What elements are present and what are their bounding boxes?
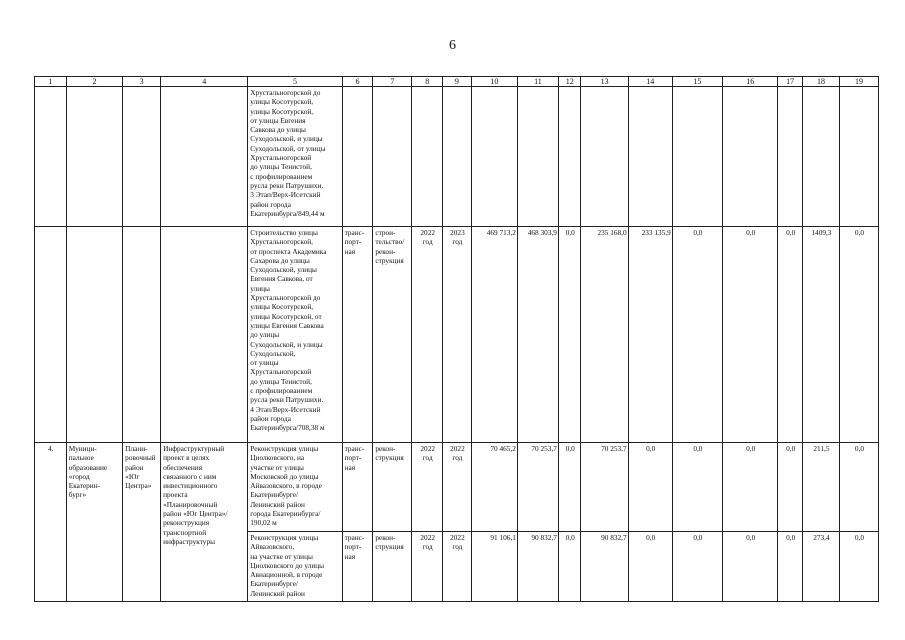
infrastructure-type: транс- порт- ная <box>342 443 373 532</box>
amount-cell: 70 253,7 <box>517 443 558 532</box>
table-cell <box>839 87 878 227</box>
column-number: 10 <box>471 77 517 87</box>
amount-cell: 211,5 <box>802 443 839 532</box>
table-cell <box>672 87 722 227</box>
table-cell <box>66 227 122 443</box>
amount-cell: 0,0 <box>839 227 878 443</box>
object-description: Строительство улицы Хрустальногорской, от проспекта Академика Сахарова до улицы Суходольской, улицы Евгения Савкова, от улицы Хрустальногорской до улицы Косотурской, улицы Косотурской, от улицы Евгения Савкова до улицы Суходольской, и улицы Суходольской, от улицы Хрустальногорской до улицы Тенистой, с профилированием русла реки Патрушихи. 4 Этап/Верх-Исетский район города Екатеринбурга/708,38 м <box>248 227 342 443</box>
amount-cell: 235 168,0 <box>581 227 628 443</box>
page-number: 6 <box>449 38 456 53</box>
column-number: 3 <box>123 77 161 87</box>
column-number: 14 <box>628 77 672 87</box>
end-year: 2022 год <box>443 443 472 532</box>
amount-cell: 90 832,7 <box>581 532 628 602</box>
amount-cell: 0,0 <box>778 227 803 443</box>
column-number: 9 <box>443 77 472 87</box>
planning-district: Плани- ровочный район «Юг Центра» <box>123 443 161 602</box>
object-description: Реконструкция улицы Айвазовского, на участке от улицы Циолковского до улицы Авиационной, в городе Екатеринбурге/ Ленинский район <box>248 532 342 602</box>
amount-cell: 468 303,9 <box>517 227 558 443</box>
table-cell <box>412 87 443 227</box>
column-number: 17 <box>778 77 803 87</box>
table-cell <box>161 87 248 227</box>
column-number: 19 <box>839 77 878 87</box>
table-cell <box>35 87 67 227</box>
project-name: Инфраструктурный проект в целях обеспечения связанного с ним инвестиционного проекта «Планировочный район «Юг Центра»/ реконструкция транспортной инфраструктуры <box>161 443 248 602</box>
start-year: 2022 год <box>412 443 443 532</box>
column-number: 1 <box>35 77 67 87</box>
table-cell <box>123 227 161 443</box>
amount-cell: 0,0 <box>778 443 803 532</box>
table-cell <box>558 87 581 227</box>
table-cell <box>471 87 517 227</box>
start-year: 2022 год <box>412 532 443 602</box>
amount-cell: 0,0 <box>558 532 581 602</box>
column-number: 5 <box>248 77 342 87</box>
table-cell <box>517 87 558 227</box>
amount-cell: 0,0 <box>672 443 722 532</box>
amount-cell: 70 465,2 <box>471 443 517 532</box>
column-number: 6 <box>342 77 373 87</box>
table-row <box>35 87 879 227</box>
amount-cell: 0,0 <box>778 532 803 602</box>
infrastructure-type: транс- порт- ная <box>342 532 373 602</box>
column-number: 16 <box>723 77 778 87</box>
amount-cell: 0,0 <box>723 443 778 532</box>
work-type: рекон- струкция <box>373 443 412 532</box>
amount-cell: 273,4 <box>802 532 839 602</box>
amount-cell: 0,0 <box>628 532 672 602</box>
table-cell <box>778 87 803 227</box>
column-number-row <box>35 77 879 87</box>
column-number: 7 <box>373 77 412 87</box>
work-type: строи- тельство/ рекон- струкция <box>373 227 412 443</box>
amount-cell: 469 713,2 <box>471 227 517 443</box>
start-year: 2022 год <box>412 227 443 443</box>
table-cell <box>35 227 67 443</box>
work-type: рекон- струкция <box>373 532 412 602</box>
object-description: Реконструкция улицы Циолковского, на участке от улицы Московской до улицы Айвазовского, в городе Екатеринбурге/ Ленинский район города Екатеринбурга/ 190,02 м <box>248 443 342 532</box>
column-number: 11 <box>517 77 558 87</box>
table-cell <box>123 87 161 227</box>
row-number: 4. <box>35 443 67 602</box>
amount-cell: 90 832,7 <box>517 532 558 602</box>
table-row <box>35 443 879 532</box>
table-cell <box>802 87 839 227</box>
table-cell <box>581 87 628 227</box>
amount-cell: 1409,3 <box>802 227 839 443</box>
amount-cell: 0,0 <box>839 532 878 602</box>
amount-cell: 0,0 <box>558 227 581 443</box>
document-table <box>34 76 879 602</box>
column-number: 4 <box>161 77 248 87</box>
column-number: 18 <box>802 77 839 87</box>
amount-cell: 0,0 <box>723 532 778 602</box>
amount-cell: 0,0 <box>628 443 672 532</box>
column-number: 15 <box>672 77 722 87</box>
amount-cell: 0,0 <box>672 227 722 443</box>
amount-cell: 0,0 <box>558 443 581 532</box>
amount-cell: 91 106,1 <box>471 532 517 602</box>
table-cell <box>443 87 472 227</box>
column-number: 13 <box>581 77 628 87</box>
amount-cell: 233 135,9 <box>628 227 672 443</box>
table-cell <box>66 87 122 227</box>
table-cell <box>723 87 778 227</box>
municipality: Муници- пальное образование «город Екатерин- бург» <box>66 443 122 602</box>
end-year: 2023 год <box>443 227 472 443</box>
object-description: Хрустальногорской до улицы Косотурской, улицы Косотурской, от улицы Евгения Савкова до улицы Суходольской, и улицы Суходольской, от улицы Хрустальногорской до улицы Тенистой, с профилированием русла реки Патрушихи. 3 Этап/Верх-Исетский район города Екатеринбурга/849,44 м <box>248 87 342 227</box>
table-cell <box>373 87 412 227</box>
table-cell <box>161 227 248 443</box>
column-number: 8 <box>412 77 443 87</box>
infrastructure-type: транс- порт- ная <box>342 227 373 443</box>
amount-cell: 0,0 <box>723 227 778 443</box>
amount-cell: 70 253,7 <box>581 443 628 532</box>
table-cell <box>628 87 672 227</box>
table-cell <box>342 87 373 227</box>
column-number: 12 <box>558 77 581 87</box>
end-year: 2022 год <box>443 532 472 602</box>
column-number: 2 <box>66 77 122 87</box>
amount-cell: 0,0 <box>672 532 722 602</box>
table-row <box>35 227 879 443</box>
amount-cell: 0,0 <box>839 443 878 532</box>
